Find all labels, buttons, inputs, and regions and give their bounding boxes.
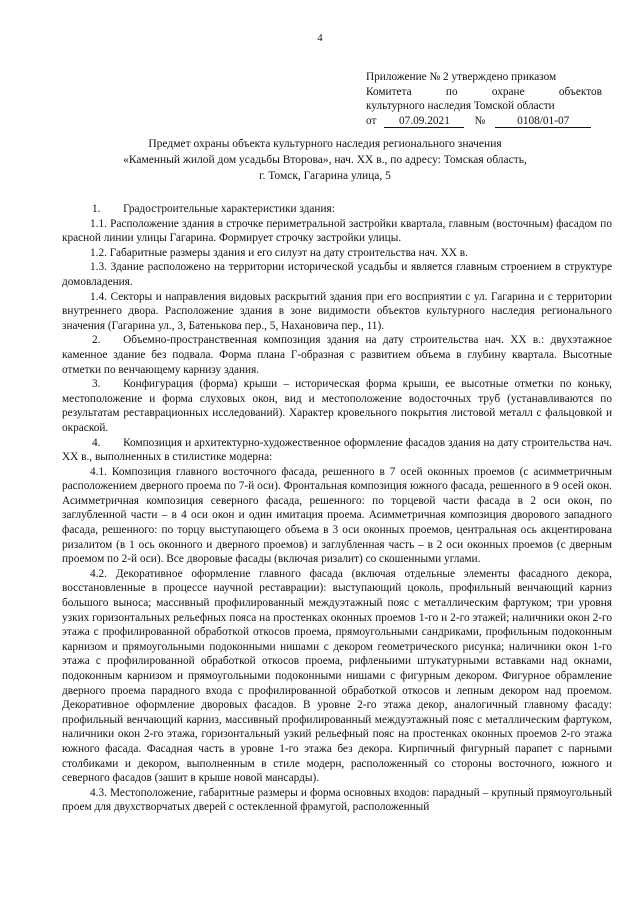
paragraph-2: 2. Объемно-пространственная композиция здания на дату строительства нач. XX в.: двухэтажное каменное здание без подвала. Форма плана Г-образная с развитием объема в глубину квартала. Высотные отметки по венчающему карнизу здания.: [62, 334, 612, 376]
paragraph-4-2: 4.2. Декоративное оформление главного фасада (включая отдельные элементы фасадного декора, восстановленные в процессе научной реставрации): выступающий цоколь, профильный венчающий карниз большого выноса; массивный профилированный междуэтажный пояс с металлическим фартуком; три уровня узких горизонтальных рельефных пояса на простенках оконных проемов 1-го и 2-го этажей; наличники окон 2-го этажа с профилированной обработкой откосов проема, прямоугольными сандриками, профильным подоконным карнизом и прямоугольными подоконными нишами с декором геометрического рисунка; наличники окон 1-го этажа с профилированной обработкой откосов проема, рифленыими штукатурными вставками над окнами, подоконным карнизом и прямоугольными подоконными нишами с фигурным декором. Фигурное обрамление дверного проема парадного входа с профилированной обработкой откосов и лепным декором над проемом. Декоративное оформление дворовых фасадов. В уровне 2-го этажа декор, аналогичный главному фасаду: профильный венчающий карниз, массивный профилированный междуэтажный пояс с металлическим фартуком, наличники окон 2-го этажа, горизонтальный узкий рельефный пояс на простенках оконных проемов 2-го этажа южного фасада. Фасадная часть в уровне 1-го этажа без декора. Кирпичный фигурный парапет с парными столбиками и декором, выполненным в стиле модерн, расположенный со стороны восточного, южного и северного фасадов (зашит в крыше новой мансарды).: [62, 567, 612, 785]
approval-date-line: [366, 114, 602, 129]
document-title: [40, 136, 610, 184]
approval-line-3: культурного наследия Томской области: [366, 100, 555, 113]
paragraph-4-1: 4.1. Композиция главного восточного фасада, решенного в 7 осей оконных проемов (с асимметричным расположением дверного проема по 7-й оси). Фронтальная композиция южного фасада, решенного в 9 осей окон. Асимметричная композиция северного фасада, решенного: по торцевой части фасада в 2 оси окон, по заглубленной части – в 4 оси окон и один имитация проема. Асимметричная композиция дворового западного фасада, решенного: по торцу выступающего объема в 3 оси оконных проемов, центральная ось акцентирована ризалитом (в 1 ось оконного и дверного проемов) и заглубленная часть – в 2 оси оконных проемов (с дверным проемом по 2-й оси). Все дворовые фасады (включая ризалит) со скошенными углами.: [62, 465, 612, 566]
paragraph-1-3: 1.3. Здание расположено на территории исторической усадьбы и является главным строением в структуре домовладения.: [62, 261, 612, 288]
approval-word: Комитета: [366, 85, 412, 98]
section-1-heading: 1. Градостроительные характеристики здания:: [92, 203, 335, 215]
title-line-3: г. Томск, Гагарина улица, 5: [259, 170, 391, 182]
approval-word: охране: [491, 85, 525, 98]
order-number: 0108/01-07: [495, 115, 591, 128]
paragraph-4: 4. Композиция и архитектурно-художественное оформление фасадов здания на дату строительства нач. XX в., выполненных в стилистике модерна:: [62, 436, 612, 464]
paragraph-1-4: 1.4. Секторы и направления видовых раскрытий здания при его восприятии с ул. Гагарина и с территории внутреннего двора. Расположение здания в зоне видимости объектов культурного наследия регионального значения (Гагарина ул., 3, Батенькова пер., 5, Нахановича пер., 11).: [62, 290, 612, 332]
paragraph-3: 3. Конфигурация (форма) крыши – историческая форма крыши, ее высотные отметки по коньку, местоположение и форма слуховых окон, вид и местоположение водосточных труб (устанавливаются по результатам реставрационных исследований). Характер кровельного покрытия листовой металл с фальцовкой и окраской.: [62, 378, 612, 434]
title-line-2: «Каменный жилой дом усадьбы Второва», нач. XX в., по адресу: Томская область,: [123, 154, 527, 166]
approval-word: объектов: [558, 85, 602, 98]
page-number: 4: [317, 33, 323, 44]
approval-line-1: Приложение № 2 утверждено приказом: [366, 71, 557, 83]
paragraph-1-1: 1.1. Расположение здания в строчке периметральной застройки квартала, главным (восточным) фасадом по красной линии улицы Гагарина. Формирует строчку застройки улицы.: [62, 217, 612, 245]
number-prefix: №: [474, 114, 486, 127]
approval-line-2: [366, 85, 602, 100]
date-prefix: от: [366, 114, 377, 127]
approval-word: по: [445, 85, 458, 98]
order-date: 07.09.2021: [384, 115, 464, 128]
paragraph-1-2: 1.2. Габаритные размеры здания и его силуэт на дату строительства нач. XX в.: [90, 246, 468, 259]
document-body: [62, 202, 612, 815]
paragraph-4-3: 4.3. Местоположение, габаритные размеры и форма основных входов: парадный – крупный прямоугольный проем для двухстворчатых дверей с остекленной фрамугой, расположенный: [62, 786, 612, 814]
approval-block: [366, 70, 602, 128]
title-line-1: Предмет охраны объекта культурного наследия регионального значения: [148, 138, 502, 150]
